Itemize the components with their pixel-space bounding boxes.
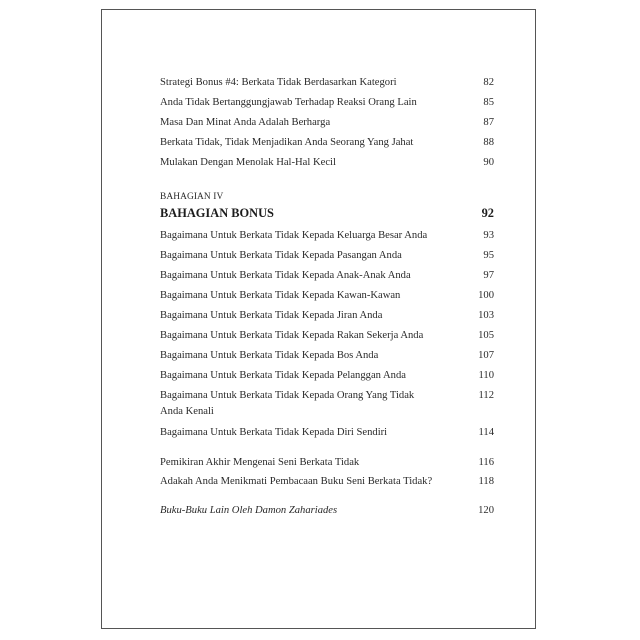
toc-entry-title: Pemikiran Akhir Mengenai Seni Berkata Tidak bbox=[160, 457, 360, 468]
toc-entry bbox=[160, 115, 494, 131]
toc-entry-page: 112 bbox=[478, 390, 494, 401]
toc-entry bbox=[160, 328, 494, 344]
toc-entry-title: Bagaimana Untuk Berkata Tidak Kepada Pelanggan Anda bbox=[160, 370, 406, 381]
toc-entry-title: Bagaimana Untuk Berkata Tidak Kepada Jiran Anda bbox=[160, 310, 383, 321]
toc-entry-final bbox=[160, 503, 494, 519]
toc-entry-page: 90 bbox=[483, 157, 494, 168]
toc-entry-page: 100 bbox=[478, 290, 494, 301]
toc-entry bbox=[160, 155, 494, 171]
toc-entry-page: 110 bbox=[478, 370, 494, 381]
toc-entry-page: 85 bbox=[483, 97, 494, 108]
toc-entry-page: 87 bbox=[483, 117, 494, 128]
toc-entry-title: Bagaimana Untuk Berkata Tidak Kepada Anak-Anak Anda bbox=[160, 270, 411, 281]
toc-entry-title: Berkata Tidak, Tidak Menjadikan Anda Seorang Yang Jahat bbox=[160, 137, 414, 148]
part-label: BAHAGIAN IV bbox=[160, 192, 224, 202]
toc-entry-page: 97 bbox=[483, 270, 494, 281]
toc-entry bbox=[160, 474, 494, 490]
toc-entry-title: Buku-Buku Lain Oleh Damon Zahariades bbox=[160, 505, 338, 516]
toc-entry bbox=[160, 228, 494, 244]
toc-entry bbox=[160, 348, 494, 364]
toc-entry-title: Mulakan Dengan Menolak Hal-Hal Kecil bbox=[160, 157, 336, 168]
part-page: 92 bbox=[481, 206, 494, 220]
toc-entry-title: Anda Tidak Bertanggungjawab Terhadap Reaksi Orang Lain bbox=[160, 97, 417, 108]
toc-entry-page: 107 bbox=[478, 350, 494, 361]
toc-entry-title: Bagaimana Untuk Berkata Tidak Kepada Kawan-Kawan bbox=[160, 290, 401, 301]
toc-entry-title: Bagaimana Untuk Berkata Tidak Kepada Diri Sendiri bbox=[160, 427, 388, 438]
toc-entry bbox=[160, 388, 494, 420]
toc-entry-title: Bagaimana Untuk Berkata Tidak Kepada Orang Yang Tidak Anda Kenali bbox=[160, 390, 415, 417]
toc-entry-page: 120 bbox=[478, 505, 494, 516]
toc-entry bbox=[160, 248, 494, 264]
toc-entry bbox=[160, 135, 494, 151]
toc-entry bbox=[160, 308, 494, 324]
toc-entry-page: 88 bbox=[483, 137, 494, 148]
toc-entry-title: Bagaimana Untuk Berkata Tidak Kepada Pasangan Anda bbox=[160, 250, 402, 261]
toc-entry-title: Bagaimana Untuk Berkata Tidak Kepada Keluarga Besar Anda bbox=[160, 230, 428, 241]
toc-entry-title: Bagaimana Untuk Berkata Tidak Kepada Rakan Sekerja Anda bbox=[160, 330, 424, 341]
toc-entry bbox=[160, 455, 494, 471]
book-page bbox=[101, 9, 536, 629]
toc-entry-page: 118 bbox=[478, 476, 494, 487]
toc-entry bbox=[160, 268, 494, 284]
toc-entry-page: 103 bbox=[478, 310, 494, 321]
toc-entry bbox=[160, 95, 494, 111]
toc-entry bbox=[160, 425, 494, 441]
toc-entry-page: 114 bbox=[478, 427, 494, 438]
toc-entry-page: 105 bbox=[478, 330, 494, 341]
toc-entry bbox=[160, 75, 494, 91]
toc-entry-title: Masa Dan Minat Anda Adalah Berharga bbox=[160, 117, 331, 128]
toc-entry-page: 95 bbox=[483, 250, 494, 261]
toc-entry-title: Bagaimana Untuk Berkata Tidak Kepada Bos Anda bbox=[160, 350, 379, 361]
toc-entry-page: 93 bbox=[483, 230, 494, 241]
toc-entry-page: 82 bbox=[483, 77, 494, 88]
part-title: BAHAGIAN BONUS bbox=[160, 206, 274, 220]
toc-entry-title: Strategi Bonus #4: Berkata Tidak Berdasarkan Kategori bbox=[160, 77, 397, 88]
toc-entry bbox=[160, 368, 494, 384]
part-heading bbox=[160, 205, 494, 221]
toc-entry-page: 116 bbox=[478, 457, 494, 468]
toc-entry bbox=[160, 288, 494, 304]
toc-entry-title: Adakah Anda Menikmati Pembacaan Buku Seni Berkata Tidak? bbox=[160, 476, 433, 487]
